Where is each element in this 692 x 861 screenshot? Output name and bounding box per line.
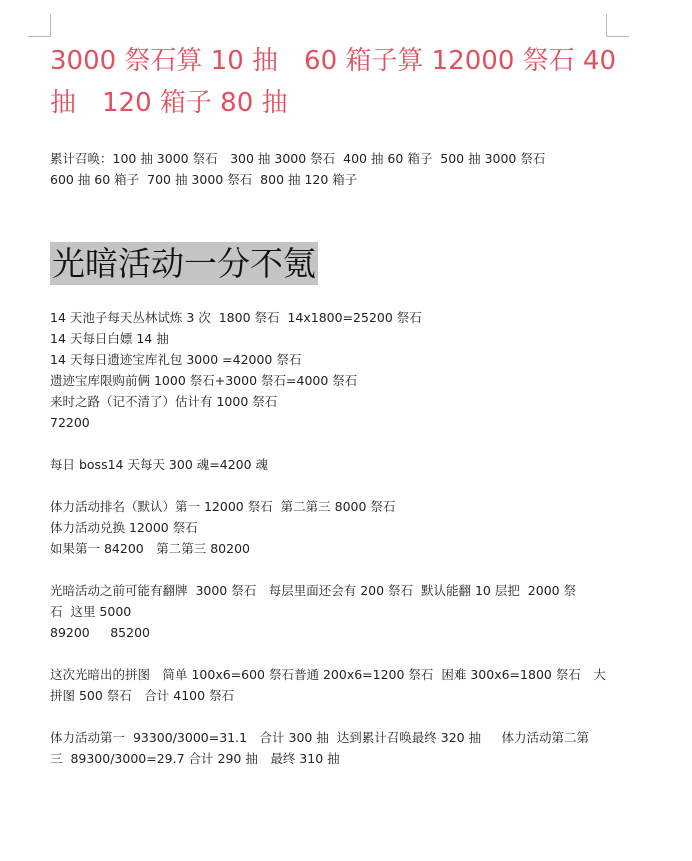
body-text — [50, 307, 620, 769]
body-line: 这次光暗出的拼图 简单 100x6=600 祭石普通 200x6=1200 祭石 困难 300x6=1800 祭石 大 — [50, 667, 606, 682]
body-line: 体力活动兑换 12000 祭石 — [50, 520, 198, 535]
summary-line: 累计召唤：100 抽 3000 祭石 300 抽 3000 祭石 400 抽 60 箱子 500 抽 3000 祭石 — [50, 151, 546, 166]
body-line: 14 天每日遗迹宝库礼包 3000 =42000 祭石 — [50, 352, 302, 367]
body-line: 14 天池子每天丛林试炼 3 次 1800 祭石 14x1800=25200 祭石 — [50, 310, 422, 325]
body-line — [50, 643, 620, 664]
summary-line: 600 抽 60 箱子 700 抽 3000 祭石 800 抽 120 箱子 — [50, 172, 358, 187]
body-line — [50, 475, 620, 496]
body-line: 光暗活动之前可能有翻牌 3000 祭石 每层里面还会有 200 祭石 默认能翻 10 层把 2000 祭 — [50, 583, 577, 598]
section-heading: 光暗活动一分不氪 — [52, 244, 316, 283]
document-page — [50, 40, 620, 769]
body-line: 来时之路（记不清了）估计有 1000 祭石 — [50, 394, 278, 409]
body-line — [50, 559, 620, 580]
body-line: 体力活动排名（默认）第一 12000 祭石 第二第三 8000 祭石 — [50, 499, 396, 514]
cumulative-summon-summary — [50, 148, 620, 190]
body-line — [50, 706, 620, 727]
section-heading-row — [50, 239, 620, 295]
body-line: 石 这里 5000 — [50, 604, 132, 619]
body-line: 三 89300/3000=29.7 合计 290 抽 最终 310 抽 — [50, 751, 340, 766]
body-line: 72200 — [50, 415, 90, 430]
body-line: 89200 85200 — [50, 625, 150, 640]
body-line: 14 天每日白嫖 14 抽 — [50, 331, 169, 346]
body-line: 遗迹宝库限购前俩 1000 祭石+3000 祭石=4000 祭石 — [50, 373, 358, 388]
body-line: 如果第一 84200 第二第三 80200 — [50, 541, 250, 556]
body-line: 拼图 500 祭石 合计 4100 祭石 — [50, 688, 235, 703]
page-corner-mark-top-left — [28, 14, 51, 37]
body-line: 每日 boss14 天每天 300 魂=4200 魂 — [50, 457, 269, 472]
headline-text: 3000 祭石算 10 抽 60 箱子算 12000 祭石 40 抽 120 箱子 80 抽 — [50, 46, 616, 118]
body-line: 体力活动第一 93300/3000=31.1 合计 300 抽 达到累计召唤最终 320 抽 体力活动第二第 — [50, 730, 590, 745]
body-line — [50, 433, 620, 454]
page-corner-mark-top-right — [606, 14, 629, 37]
